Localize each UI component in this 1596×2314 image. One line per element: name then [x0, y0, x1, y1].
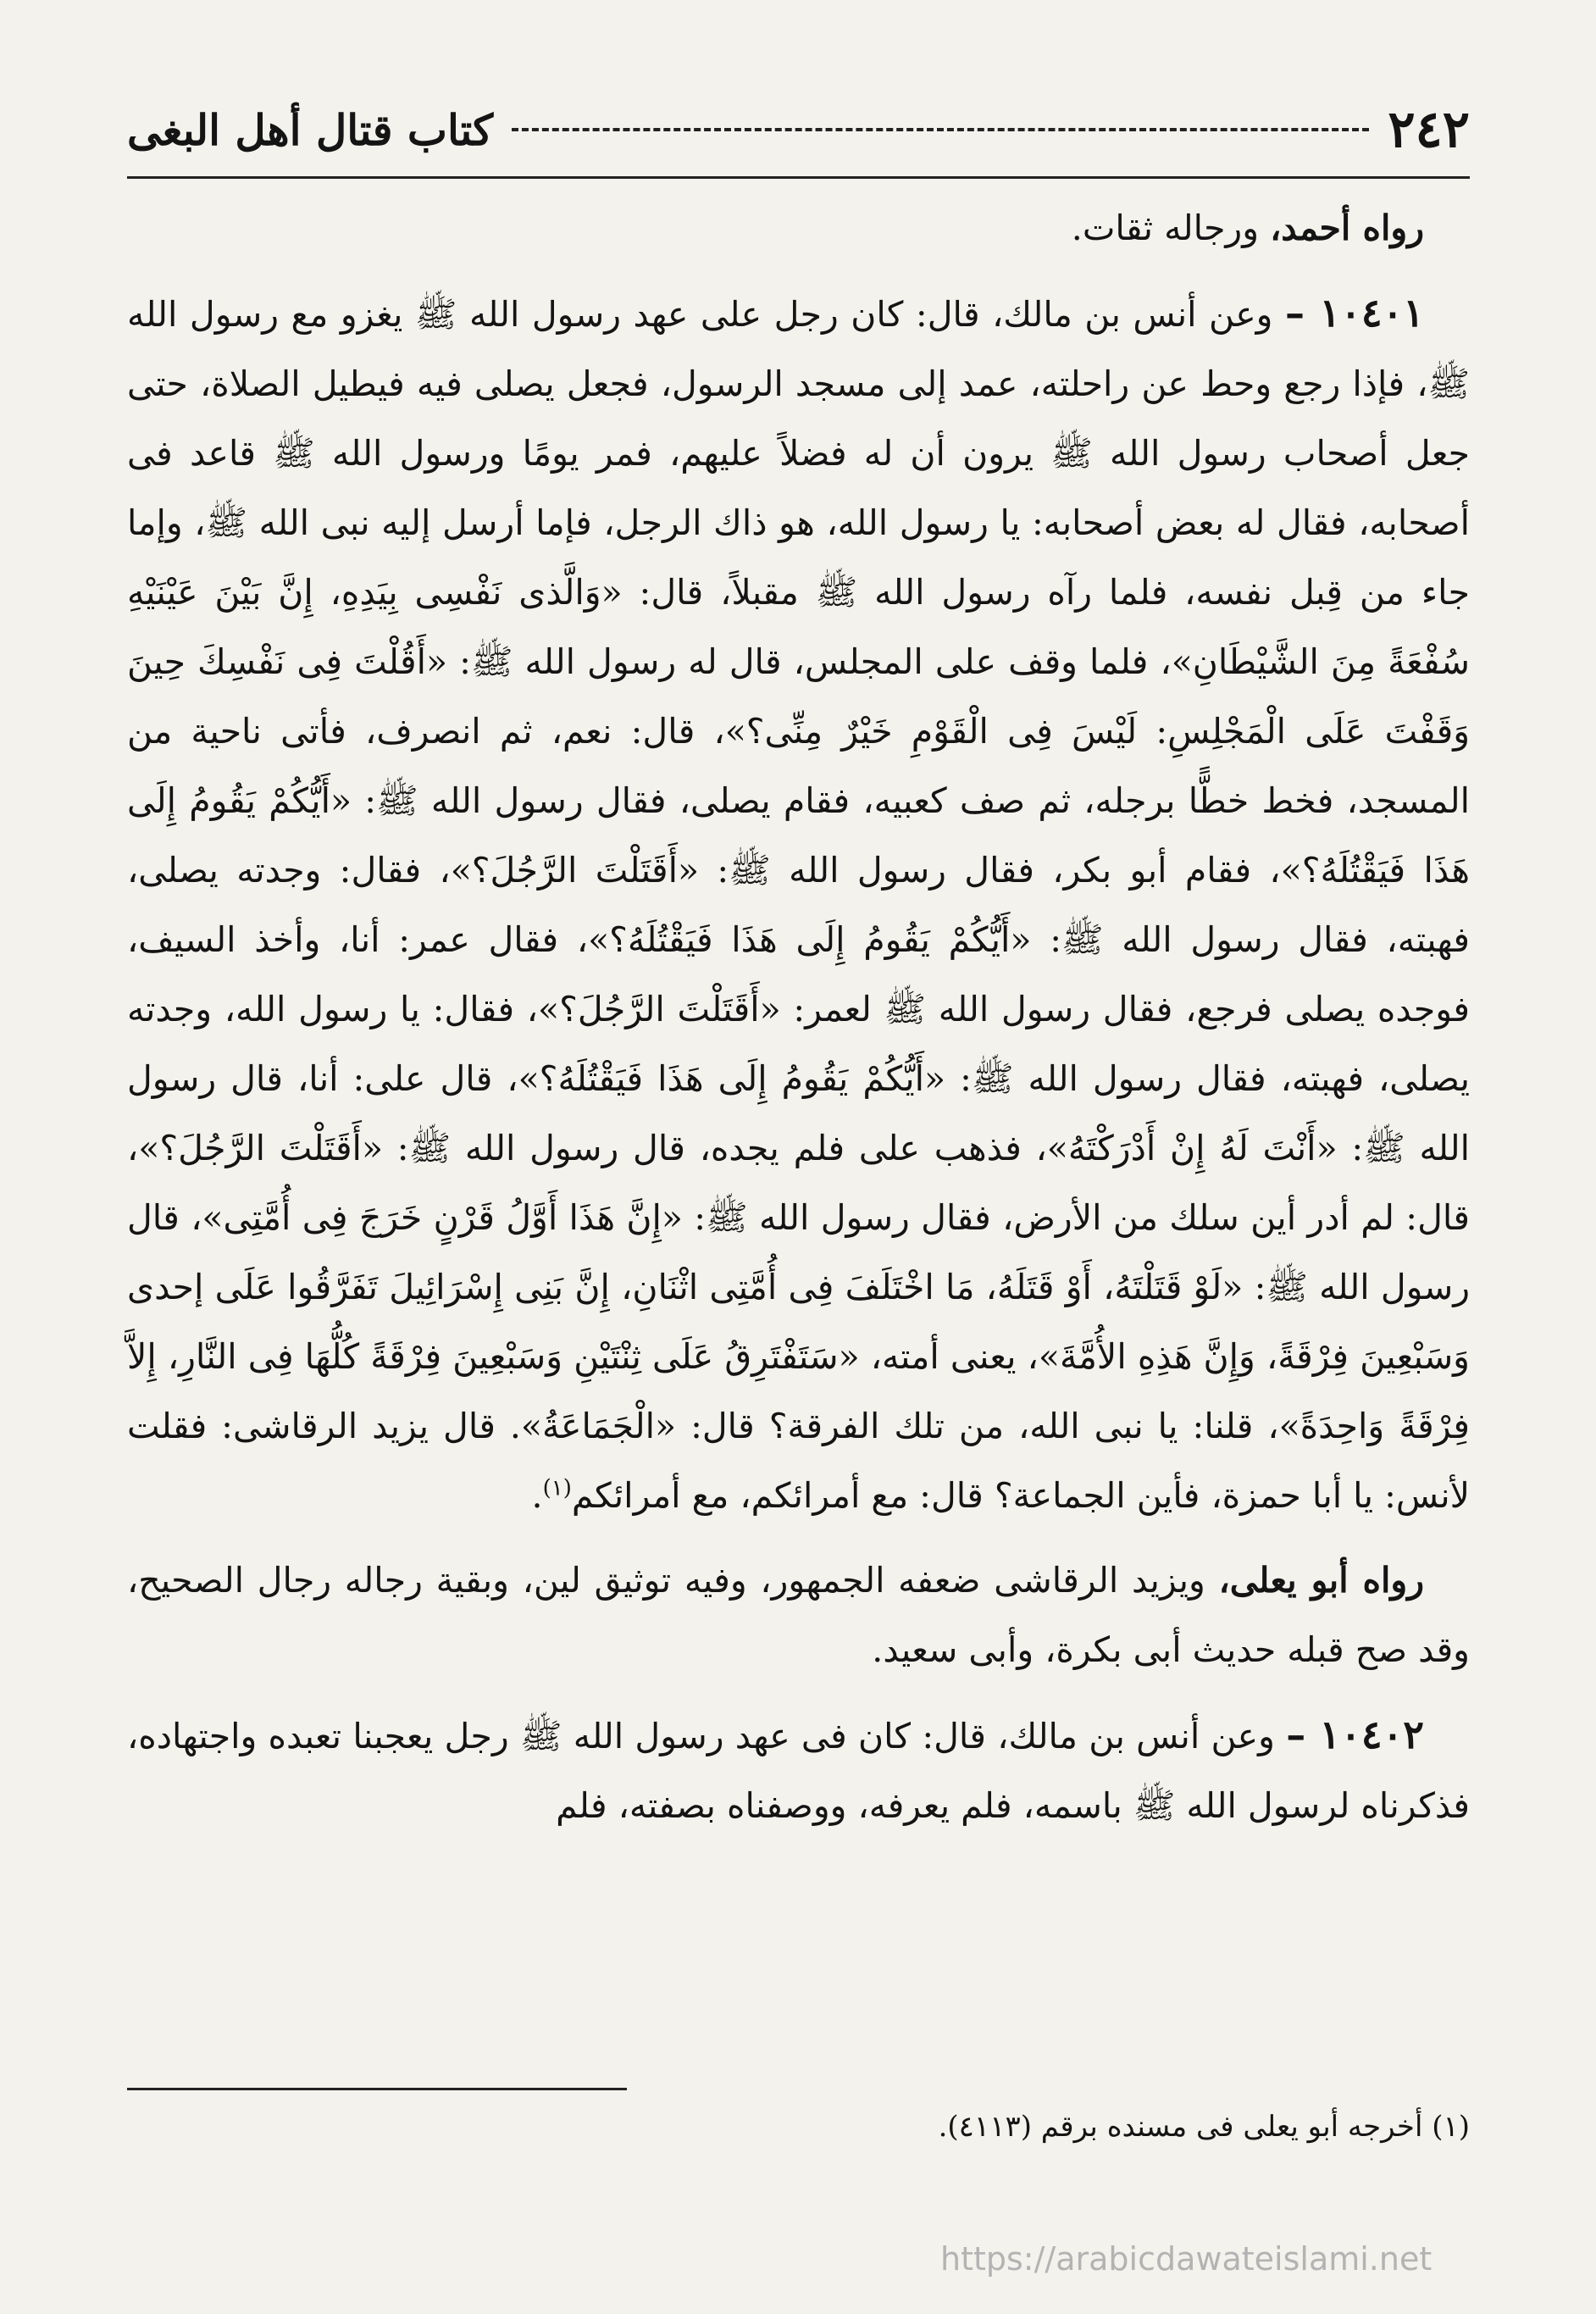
page-header	[127, 83, 1470, 179]
header-dash-rule	[512, 128, 1369, 131]
hadith-number: ١٠٤٠٢ –	[1286, 1712, 1425, 1757]
hadith-text: وعن أنس بن مالك، قال: كان رجل على عهد رسول الله ﷺ يغزو مع رسول الله ﷺ، فإذا رجع وحط عن راحلته، عمد إلى مسجد الرسول، فجعل يصلى فيه فيطيل الصلاة، حتى جعل أصحاب رسول الله ﷺ يرون أن له فضلاً عليهم، فمر يومًا ورسول الله ﷺ قاعد فى أصحابه، فقال له بعض أصحابه: يا رسول الله، هو ذاك الرجل، فإما أرسل إليه نبى الله ﷺ، وإما جاء من قِبل نفسه، فلما رآه رسول الله ﷺ مقبلاً، قال: «وَالَّذى نَفْسِى بِيَدِهِ، إِنَّ بَيْنَ عَيْنَيْهِ سُفْعَةً مِنَ الشَّيْطَانِ»، فلما وقف على المجلس، قال له رسول الله ﷺ: «أَقُلْتَ فِى نَفْسِكَ حِينَ وَقَفْتَ عَلَى الْمَجْلِسِ: لَيْسَ فِى الْقَوْمِ خَيْرٌ مِنِّى؟»، قال: نعم، ثم انصرف، فأتى ناحية من المسجد، فخط خطًّا برجله، ثم صف كعبيه، فقام يصلى، فقال رسول الله ﷺ: «أَيُّكُمْ يَقُومُ إِلَى هَذَا فَيَقْتُلَهُ؟»، فقام أبو بكر، فقال رسول الله ﷺ: «أَقَتَلْتَ الرَّجُلَ؟»، فقال: وجدته يصلى، فهبته، فقال رسول الله ﷺ: «أَيُّكُمْ يَقُومُ إِلَى هَذَا فَيَقْتُلَهُ؟»، فقال عمر: أنا، وأخذ السيف، فوجده يصلى فرجع، فقال رسول الله ﷺ لعمر: «أَقَتَلْتَ الرَّجُلَ؟»، فقال: يا رسول الله، وجدته يصلى، فهبته، فقال رسول الله ﷺ: «أَيُّكُمْ يَقُومُ إِلَى هَذَا فَيَقْتُلَهُ؟»، قال على: أنا، قال رسول الله ﷺ: «أَنْتَ لَهُ إِنْ أَدْرَكْتَهُ»، فذهب على فلم يجده، قال رسول الله ﷺ: «أَقَتَلْتَ الرَّجُلَ؟»، قال: لم أدر أين سلك من الأرض، فقال رسول الله ﷺ: «إِنَّ هَذَا أَوَّلُ قَرْنٍ خَرَجَ فِى أُمَّتِى»، قال رسول الله ﷺ: «لَوْ قَتَلْتَهُ، أَوْ قَتَلَهُ، مَا اخْتَلَفَ فِى أُمَّتِى اثْنَانِ، إِنَّ بَنِى إِسْرَائِيلَ تَفَرَّقُوا عَلَى إحدى وَسَبْعِينَ فِرْقَةً، وَإِنَّ هَذِهِ الأُمَّةَ»، يعنى أمته، «سَتَفْتَرِقُ عَلَى ثِنْتَيْنِ وَسَبْعِينَ فِرْقَةً كُلُّهَا فِى النَّارِ، إِلاَّ فِرْقَةً وَاحِدَةً»، قلنا: يا نبى الله، من تلك الفرقة؟ قال: «الْجَمَاعَةُ». قال يزيد الرقاشى: فقلت لأنس: يا أبا حمزة، فأين الجماعة؟ قال: مع أمرائكم، مع أمرائكم	[127, 294, 1470, 1516]
hadith-paragraph	[127, 278, 1470, 1530]
footnote: (١) أخرجه أبو يعلى فى مسنده برقم (٤١١٣).	[938, 2110, 1470, 2144]
paragraph	[127, 1545, 1470, 1684]
footnote-divider	[127, 2088, 627, 2090]
paragraph	[127, 193, 1470, 263]
narrator-label: رواه أحمد،	[1270, 208, 1424, 248]
narrator-label: رواه أبو يعلى،	[1218, 1560, 1425, 1601]
sentence-end: .	[531, 1475, 543, 1516]
watermark: https://arabicdawateislami.net	[940, 2240, 1433, 2278]
book-title: كتاب قتال أهل البغى	[127, 104, 494, 155]
footnote-ref[interactable]: (١)	[542, 1475, 572, 1501]
page-number: ٢٤٢	[1388, 100, 1470, 159]
page-body	[127, 193, 1470, 1856]
paragraph-text: ويزيد الرقاشى ضعفه الجمهور، وفيه توثيق لين، وبقية رجاله رجال الصحيح، وقد صح قبله حديث أبى بكرة، وأبى سعيد.	[127, 1560, 1470, 1670]
hadith-paragraph	[127, 1700, 1470, 1840]
hadith-text: وعن أنس بن مالك، قال: كان فى عهد رسول الله ﷺ رجل يعجبنا تعبده واجتهاده، فذكرناه لرسول الله ﷺ باسمه، فلم يعرفه، ووصفناه بصفته، فلم	[127, 1716, 1470, 1826]
paragraph-text: ورجاله ثقات.	[1071, 208, 1260, 248]
book-page	[127, 66, 1470, 2269]
hadith-number: ١٠٤٠١ –	[1284, 290, 1424, 336]
